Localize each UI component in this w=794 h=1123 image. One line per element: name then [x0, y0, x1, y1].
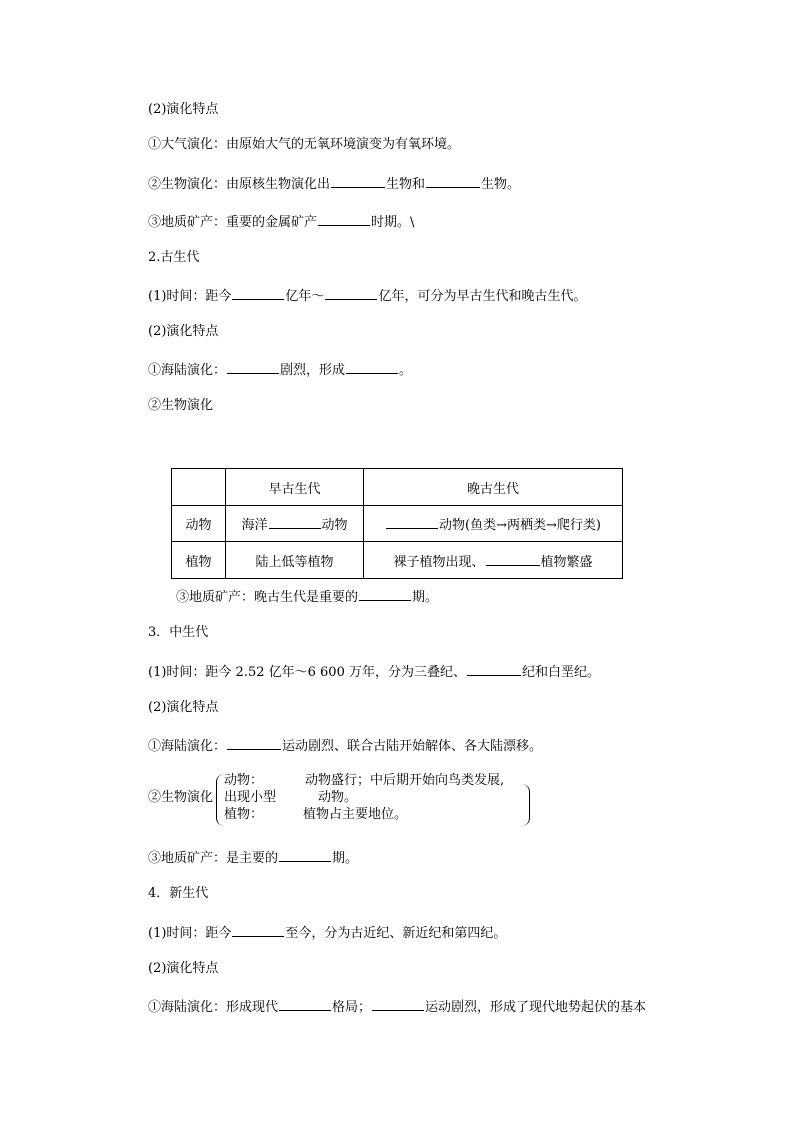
- bio-animal-text: 动物盛行；中后期开始向鸟类发展,: [305, 773, 505, 788]
- bio-plant-text: 植物占主要地位。: [303, 807, 408, 822]
- bio-plant-label: 植物：: [224, 807, 264, 822]
- table-row-label-animal: 动物: [172, 506, 226, 542]
- fill-blank[interactable]: [331, 174, 385, 188]
- fill-blank[interactable]: [372, 997, 424, 1011]
- arrow-right-icon: →: [546, 518, 557, 533]
- mesozoic-mineral-line: ③地质矿产：是主要的 期。: [148, 848, 358, 868]
- paleozoic-features-heading: (2)演化特点: [148, 324, 219, 339]
- fill-blank[interactable]: [279, 997, 331, 1011]
- paleozoic-sea-land-line: ①海陆演化： 剧烈，形成 。: [148, 360, 412, 380]
- fill-blank[interactable]: [232, 923, 284, 937]
- late-paleozoic-mineral-line: ③地质矿产：晚古生代是重要的 期。: [176, 587, 438, 607]
- fill-blank[interactable]: [318, 212, 370, 226]
- fill-blank[interactable]: [325, 286, 377, 300]
- fill-blank[interactable]: [486, 552, 540, 566]
- cenozoic-time-line: (1)时间：距今 至今，分为古近纪、新近纪和第四纪。: [148, 923, 506, 943]
- bio-small-text-end: 动物。: [318, 790, 358, 805]
- mesozoic-bio-heading: ②生物演化: [148, 790, 214, 805]
- table-row-label-plant: 植物: [172, 542, 226, 579]
- mesozoic-features-heading: (2)演化特点: [148, 700, 219, 715]
- right-brace: [521, 784, 530, 826]
- mesozoic-heading: 3．中生代: [148, 625, 209, 640]
- atmosphere-evolution-line: ①大气演化：由原始大气的无氧环境演变为有氧环境。: [148, 137, 461, 152]
- arrow-right-icon: →: [496, 518, 507, 533]
- table-cell-late-animal: 动物(鱼类→两栖类→爬行类): [364, 506, 623, 542]
- mesozoic-time-line: (1)时间：距今 2.52 亿年～6 600 万年，分为三叠纪、 纪和白垩纪。: [148, 662, 600, 682]
- mesozoic-sea-land-line: ①海陆演化： 运动剧烈、联合古陆开始解体、各大陆漂移。: [148, 736, 542, 756]
- table-header-late: 晚古生代: [364, 469, 623, 506]
- table-cell-late-plant: 裸子植物出现、 植物繁盛: [364, 542, 623, 579]
- fill-blank[interactable]: [386, 515, 438, 529]
- paleozoic-heading: 2.古生代: [148, 250, 200, 265]
- table-cell-early-animal: 海洋 动物: [226, 506, 364, 542]
- cenozoic-features-heading: (2)演化特点: [148, 961, 219, 976]
- paleozoic-prev-features-heading: (2)演化特点: [148, 102, 219, 117]
- table-cell-early-plant: 陆上低等植物: [226, 542, 364, 579]
- fill-blank[interactable]: [227, 736, 281, 750]
- fill-blank[interactable]: [346, 360, 398, 374]
- left-brace: [216, 774, 225, 826]
- cenozoic-sea-land-line: ①海陆演化：形成现代 格局； 运动剧烈，形成了现代地势起伏的基本: [148, 997, 646, 1017]
- paleozoic-bio-heading: ②生物演化: [148, 398, 214, 413]
- cenozoic-heading: 4．新生代: [148, 886, 209, 901]
- bio-animal-label: 动物：: [224, 773, 264, 788]
- mesozoic-bio-block: [148, 770, 548, 830]
- fill-blank[interactable]: [232, 286, 284, 300]
- fill-blank[interactable]: [359, 587, 411, 601]
- paleozoic-bio-table: [171, 468, 623, 579]
- paleozoic-time-line: (1)时间：距今 亿年～ 亿年，可分为早古生代和晚古生代。: [148, 286, 586, 306]
- bio-small-text: 出现小型: [224, 790, 277, 805]
- fill-blank[interactable]: [426, 174, 480, 188]
- fill-blank[interactable]: [269, 515, 321, 529]
- fill-blank[interactable]: [279, 848, 331, 862]
- fill-blank[interactable]: [227, 360, 279, 374]
- fill-blank[interactable]: [467, 662, 521, 676]
- mineral-line: ③地质矿产：重要的金属矿产 时期。\: [148, 212, 414, 232]
- biology-evolution-line: ②生物演化：由原核生物演化出 生物和 生物。: [148, 174, 520, 194]
- table-header-early: 早古生代: [226, 469, 364, 506]
- table-header-empty: [172, 469, 226, 506]
